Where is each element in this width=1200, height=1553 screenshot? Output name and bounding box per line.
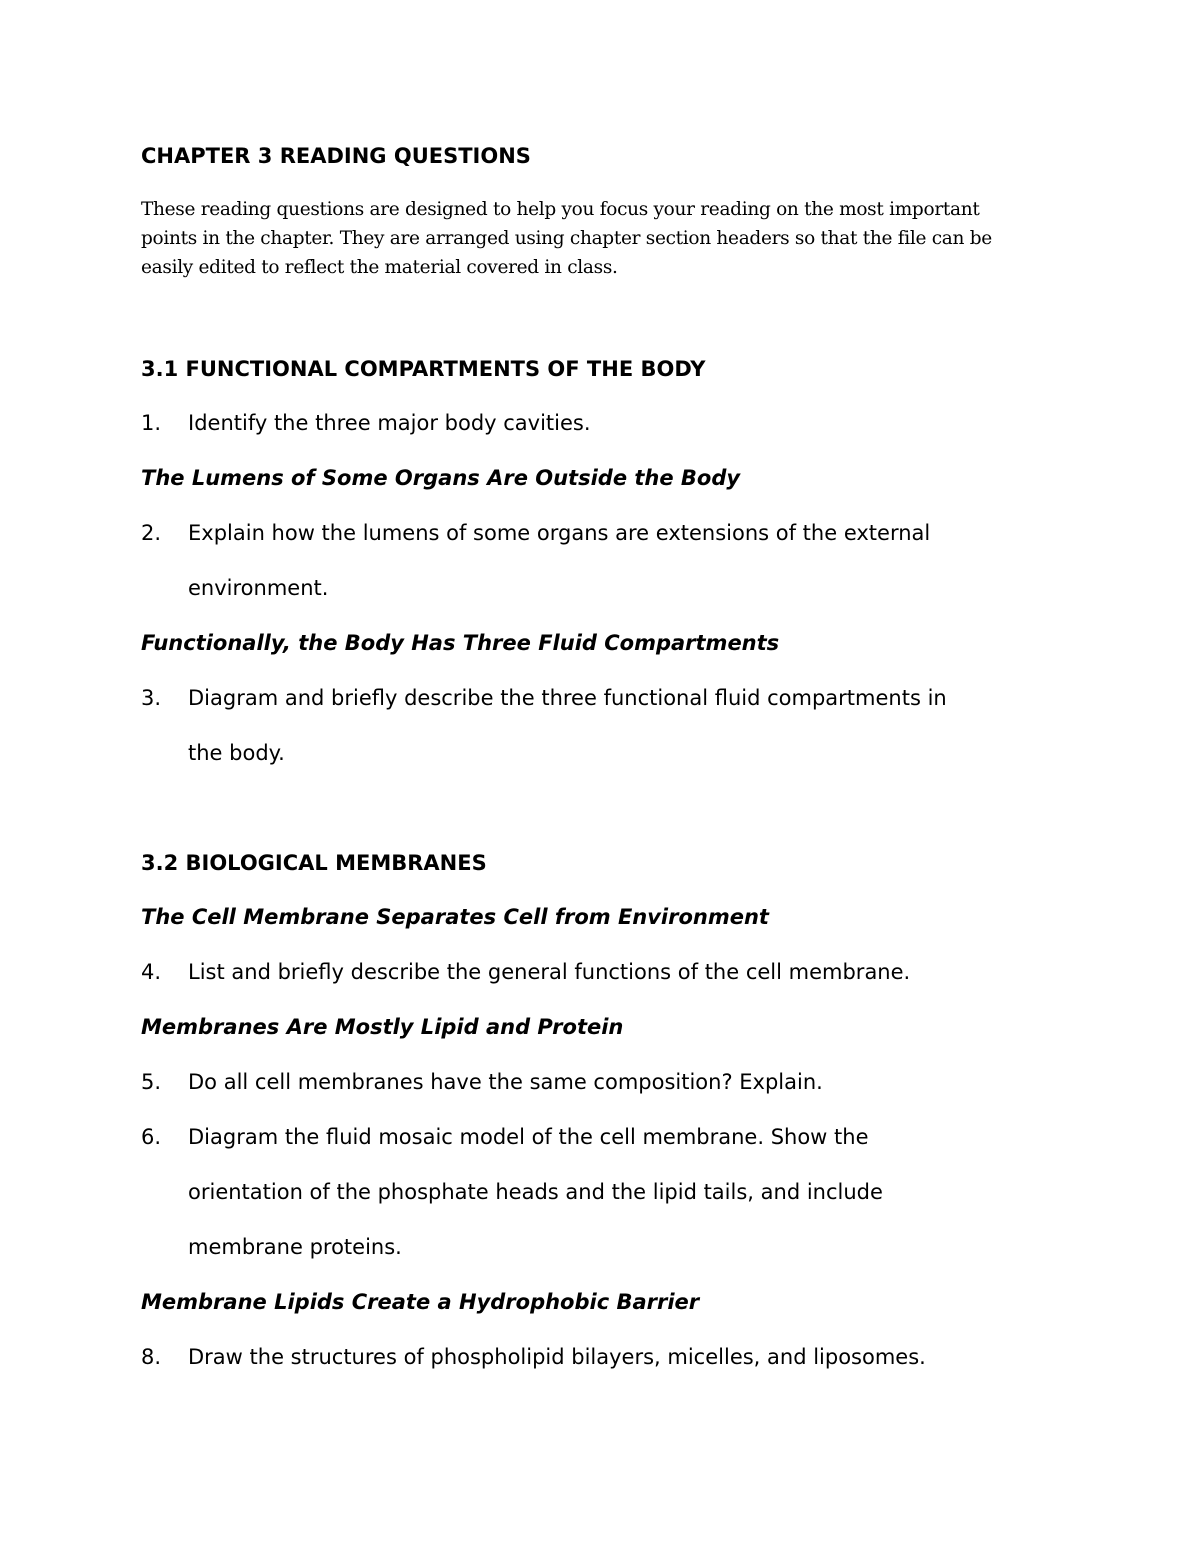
question-number: 1. [141, 411, 162, 435]
subheading-lumens: The Lumens of Some Organs Are Outside the Body [141, 466, 741, 490]
section-heading-3-1: 3.1 FUNCTIONAL COMPARTMENTS OF THE BODY [141, 357, 706, 381]
question-6-continuation-1: orientation of the phosphate heads and the lipid tails, and include [188, 1180, 883, 1204]
section-heading-3-2: 3.2 BIOLOGICAL MEMBRANES [141, 851, 487, 875]
question-number: 3. [141, 686, 162, 710]
question-6-continuation-2: membrane proteins. [188, 1235, 402, 1259]
question-number: 8. [141, 1345, 162, 1369]
subheading-cell-membrane: The Cell Membrane Separates Cell from Environment [141, 905, 769, 929]
question-2-continuation: environment. [188, 576, 329, 600]
intro-line-3: easily edited to reflect the material covered in class. [141, 257, 618, 278]
intro-line-2: points in the chapter. They are arranged using chapter section headers so that the file can be [141, 228, 992, 249]
question-text: Diagram the fluid mosaic model of the cell membrane. Show the [188, 1125, 869, 1149]
subheading-lipid-protein: Membranes Are Mostly Lipid and Protein [141, 1015, 624, 1039]
document-title: CHAPTER 3 READING QUESTIONS [141, 144, 531, 168]
question-number: 2. [141, 521, 162, 545]
question-3-continuation: the body. [188, 741, 285, 765]
question-text: List and briefly describe the general functions of the cell membrane. [188, 960, 911, 984]
intro-line-1: These reading questions are designed to help you focus your reading on the most important [141, 199, 980, 220]
question-text: Diagram and briefly describe the three functional fluid compartments in [188, 686, 947, 710]
question-text: Draw the structures of phospholipid bilayers, micelles, and liposomes. [188, 1345, 926, 1369]
question-text: Do all cell membranes have the same composition? Explain. [188, 1070, 823, 1094]
question-number: 5. [141, 1070, 162, 1094]
question-text: Explain how the lumens of some organs are extensions of the external [188, 521, 931, 545]
question-number: 4. [141, 960, 162, 984]
question-text: Identify the three major body cavities. [188, 411, 591, 435]
subheading-hydrophobic-barrier: Membrane Lipids Create a Hydrophobic Barrier [141, 1290, 700, 1314]
subheading-fluid-compartments: Functionally, the Body Has Three Fluid Compartments [141, 631, 780, 655]
question-number: 6. [141, 1125, 162, 1149]
